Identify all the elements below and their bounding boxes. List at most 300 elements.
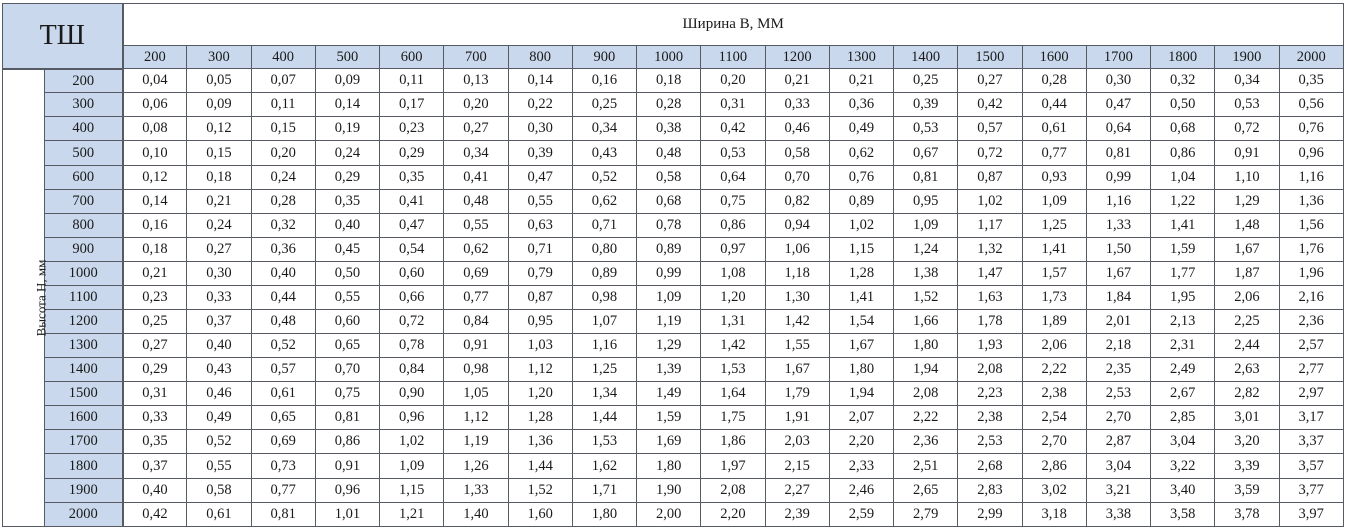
value-cell: 1,17 [958, 213, 1022, 237]
value-cell: 0,48 [637, 141, 701, 165]
value-cell: 0,06 [123, 93, 187, 117]
value-cell: 1,80 [572, 502, 636, 526]
value-cell: 0,64 [1086, 117, 1150, 141]
value-cell: 1,50 [1086, 237, 1150, 261]
value-cell: 0,31 [701, 93, 765, 117]
width-header-cell: 1800 [1151, 46, 1215, 69]
value-cell: 1,76 [1279, 237, 1343, 261]
value-cell: 0,17 [380, 93, 444, 117]
value-cell: 0,53 [1215, 93, 1279, 117]
table-row [3, 213, 1344, 237]
value-cell: 2,25 [1215, 310, 1279, 334]
value-cell: 1,54 [829, 310, 893, 334]
value-cell: 0,34 [1215, 69, 1279, 93]
value-cell: 0,11 [251, 93, 315, 117]
value-cell: 2,46 [829, 478, 893, 502]
value-cell: 0,40 [123, 478, 187, 502]
value-cell: 0,65 [251, 406, 315, 430]
value-cell: 0,69 [444, 261, 508, 285]
value-cell: 0,70 [315, 358, 379, 382]
value-cell: 1,56 [1279, 213, 1343, 237]
value-cell: 3,38 [1086, 502, 1150, 526]
value-cell: 0,12 [187, 117, 251, 141]
value-cell: 0,29 [380, 141, 444, 165]
value-cell: 0,87 [508, 285, 572, 309]
value-cell: 1,59 [1151, 237, 1215, 261]
width-header-cell: 2000 [1279, 46, 1343, 69]
value-cell: 2,44 [1215, 334, 1279, 358]
value-cell: 0,62 [444, 237, 508, 261]
value-cell: 0,95 [894, 189, 958, 213]
width-header-cell: 1500 [958, 46, 1022, 69]
table-row [3, 69, 1344, 93]
value-cell: 1,02 [380, 430, 444, 454]
value-cell: 0,95 [508, 310, 572, 334]
value-cell: 1,33 [1086, 213, 1150, 237]
value-cell: 1,30 [765, 285, 829, 309]
value-cell: 1,25 [572, 358, 636, 382]
value-cell: 2,00 [637, 502, 701, 526]
value-cell: 0,42 [701, 117, 765, 141]
value-cell: 2,53 [958, 430, 1022, 454]
value-cell: 1,12 [508, 358, 572, 382]
value-cell: 3,37 [1279, 430, 1343, 454]
value-cell: 0,52 [187, 430, 251, 454]
value-cell: 1,64 [701, 382, 765, 406]
value-cell: 2,99 [958, 502, 1022, 526]
value-cell: 0,60 [315, 310, 379, 334]
value-cell: 0,89 [829, 189, 893, 213]
table-row [3, 285, 1344, 309]
value-cell: 0,29 [315, 165, 379, 189]
height-axis-caption: Высота Н, мм [33, 259, 49, 337]
width-header-cell: 600 [380, 46, 444, 69]
value-cell: 1,19 [444, 430, 508, 454]
value-cell: 1,34 [572, 382, 636, 406]
value-cell: 1,25 [1022, 213, 1086, 237]
value-cell: 2,51 [894, 454, 958, 478]
value-cell: 0,46 [187, 382, 251, 406]
table-row [3, 310, 1344, 334]
value-cell: 2,08 [958, 358, 1022, 382]
width-header-cell: 500 [315, 46, 379, 69]
value-cell: 1,96 [1279, 261, 1343, 285]
table-row [3, 237, 1344, 261]
value-cell: 2,85 [1151, 406, 1215, 430]
value-cell: 1,66 [894, 310, 958, 334]
value-cell: 3,02 [1022, 478, 1086, 502]
value-cell: 0,45 [315, 237, 379, 261]
width-header-cell: 800 [508, 46, 572, 69]
value-cell: 0,86 [701, 213, 765, 237]
value-cell: 0,97 [701, 237, 765, 261]
value-cell: 0,34 [444, 141, 508, 165]
height-header-cell: 200 [45, 69, 123, 93]
value-cell: 0,84 [444, 310, 508, 334]
table-row [3, 406, 1344, 430]
value-cell: 0,44 [1022, 93, 1086, 117]
value-cell: 1,10 [1215, 165, 1279, 189]
value-cell: 1,42 [701, 334, 765, 358]
value-cell: 2,36 [1279, 310, 1343, 334]
value-cell: 0,35 [315, 189, 379, 213]
value-cell: 0,30 [1086, 69, 1150, 93]
height-header-cell: 1000 [45, 261, 123, 285]
value-cell: 0,05 [187, 69, 251, 93]
value-cell: 0,62 [829, 141, 893, 165]
value-cell: 2,16 [1279, 285, 1343, 309]
value-cell: 1,21 [380, 502, 444, 526]
value-cell: 0,62 [572, 189, 636, 213]
value-cell: 1,16 [572, 334, 636, 358]
value-cell: 3,21 [1086, 478, 1150, 502]
value-cell: 0,70 [765, 165, 829, 189]
value-cell: 3,57 [1279, 454, 1343, 478]
value-cell: 1,44 [508, 454, 572, 478]
value-cell: 1,05 [444, 382, 508, 406]
value-cell: 0,91 [315, 454, 379, 478]
value-cell: 3,04 [1151, 430, 1215, 454]
value-cell: 3,39 [1215, 454, 1279, 478]
value-cell: 1,80 [894, 334, 958, 358]
value-cell: 2,70 [1022, 430, 1086, 454]
value-cell: 1,09 [894, 213, 958, 237]
value-cell: 2,67 [1151, 382, 1215, 406]
value-cell: 0,40 [315, 213, 379, 237]
value-cell: 0,47 [1086, 93, 1150, 117]
value-cell: 1,09 [1022, 189, 1086, 213]
value-cell: 1,28 [508, 406, 572, 430]
width-header-cell: 1700 [1086, 46, 1150, 69]
value-cell: 0,37 [187, 310, 251, 334]
value-cell: 0,16 [123, 213, 187, 237]
value-cell: 0,28 [251, 189, 315, 213]
value-cell: 1,02 [958, 189, 1022, 213]
value-cell: 0,40 [251, 261, 315, 285]
value-cell: 2,08 [701, 478, 765, 502]
value-cell: 0,75 [315, 382, 379, 406]
value-cell: 1,04 [1151, 165, 1215, 189]
value-cell: 0,27 [958, 69, 1022, 93]
value-cell: 2,13 [1151, 310, 1215, 334]
value-cell: 0,54 [380, 237, 444, 261]
value-cell: 0,33 [187, 285, 251, 309]
value-cell: 0,33 [123, 406, 187, 430]
width-header-cell: 700 [444, 46, 508, 69]
value-cell: 1,52 [508, 478, 572, 502]
value-cell: 0,66 [380, 285, 444, 309]
value-cell: 0,57 [251, 358, 315, 382]
value-cell: 0,21 [123, 261, 187, 285]
width-header-cell: 300 [187, 46, 251, 69]
value-cell: 0,21 [829, 69, 893, 93]
value-cell: 3,20 [1215, 430, 1279, 454]
value-cell: 1,32 [958, 237, 1022, 261]
value-cell: 3,22 [1151, 454, 1215, 478]
value-cell: 0,49 [187, 406, 251, 430]
value-cell: 1,15 [829, 237, 893, 261]
header-row-caption [3, 4, 1344, 46]
value-cell: 0,09 [315, 69, 379, 93]
value-cell: 0,68 [1151, 117, 1215, 141]
value-cell: 2,06 [1215, 285, 1279, 309]
table-row [3, 261, 1344, 285]
width-header-cell: 1600 [1022, 46, 1086, 69]
value-cell: 0,47 [380, 213, 444, 237]
value-cell: 1,20 [701, 285, 765, 309]
table-row [3, 189, 1344, 213]
width-header-cell: 1000 [637, 46, 701, 69]
value-cell: 1,36 [508, 430, 572, 454]
value-cell: 0,87 [958, 165, 1022, 189]
value-cell: 2,20 [701, 502, 765, 526]
corner-label: ТШ [3, 4, 123, 69]
value-cell: 0,25 [894, 69, 958, 93]
value-cell: 0,63 [508, 213, 572, 237]
value-cell: 0,18 [123, 237, 187, 261]
value-cell: 1,29 [637, 334, 701, 358]
value-cell: 0,18 [637, 69, 701, 93]
value-cell: 0,28 [637, 93, 701, 117]
value-cell: 1,40 [444, 502, 508, 526]
height-header-cell: 2000 [45, 502, 123, 526]
value-cell: 1,16 [1086, 189, 1150, 213]
value-cell: 1,39 [637, 358, 701, 382]
value-cell: 2,87 [1086, 430, 1150, 454]
value-cell: 2,82 [1215, 382, 1279, 406]
value-cell: 1,53 [701, 358, 765, 382]
value-cell: 1,79 [765, 382, 829, 406]
value-cell: 1,07 [572, 310, 636, 334]
value-cell: 0,14 [123, 189, 187, 213]
table-row [3, 382, 1344, 406]
value-cell: 0,78 [637, 213, 701, 237]
value-cell: 0,57 [958, 117, 1022, 141]
value-cell: 1,52 [894, 285, 958, 309]
value-cell: 0,99 [637, 261, 701, 285]
value-cell: 0,11 [380, 69, 444, 93]
height-header-cell: 1500 [45, 382, 123, 406]
value-cell: 0,21 [187, 189, 251, 213]
value-cell: 0,91 [444, 334, 508, 358]
value-cell: 2,63 [1215, 358, 1279, 382]
value-cell: 3,04 [1086, 454, 1150, 478]
value-cell: 0,36 [251, 237, 315, 261]
value-cell: 1,48 [1215, 213, 1279, 237]
value-cell: 2,54 [1022, 406, 1086, 430]
value-cell: 3,59 [1215, 478, 1279, 502]
value-cell: 0,31 [123, 382, 187, 406]
table-row [3, 165, 1344, 189]
value-cell: 0,78 [380, 334, 444, 358]
value-cell: 0,99 [1086, 165, 1150, 189]
value-cell: 1,42 [765, 310, 829, 334]
value-cell: 1,67 [829, 334, 893, 358]
value-cell: 1,62 [572, 454, 636, 478]
value-cell: 0,16 [572, 69, 636, 93]
value-cell: 0,30 [187, 261, 251, 285]
width-header-cell: 1400 [894, 46, 958, 69]
value-cell: 0,68 [637, 189, 701, 213]
value-cell: 1,87 [1215, 261, 1279, 285]
value-cell: 0,72 [380, 310, 444, 334]
value-cell: 1,22 [1151, 189, 1215, 213]
value-cell: 0,47 [508, 165, 572, 189]
value-cell: 0,44 [251, 285, 315, 309]
value-cell: 0,34 [572, 117, 636, 141]
value-cell: 0,48 [444, 189, 508, 213]
value-cell: 1,55 [765, 334, 829, 358]
value-cell: 0,46 [765, 117, 829, 141]
height-header-cell: 1900 [45, 478, 123, 502]
value-cell: 2,08 [894, 382, 958, 406]
value-cell: 0,76 [1279, 117, 1343, 141]
value-cell: 0,61 [1022, 117, 1086, 141]
value-cell: 1,53 [572, 430, 636, 454]
value-cell: 0,07 [251, 69, 315, 93]
value-cell: 0,33 [765, 93, 829, 117]
width-header-cell: 1200 [765, 46, 829, 69]
value-cell: 1,36 [1279, 189, 1343, 213]
value-cell: 1,03 [508, 334, 572, 358]
table-row [3, 93, 1344, 117]
value-cell: 2,03 [765, 430, 829, 454]
value-cell: 0,75 [701, 189, 765, 213]
value-cell: 0,42 [123, 502, 187, 526]
value-cell: 1,06 [765, 237, 829, 261]
value-cell: 1,02 [829, 213, 893, 237]
value-cell: 1,41 [1022, 237, 1086, 261]
height-header-cell: 1600 [45, 406, 123, 430]
value-cell: 1,78 [958, 310, 1022, 334]
value-cell: 1,15 [380, 478, 444, 502]
value-cell: 0,42 [958, 93, 1022, 117]
value-cell: 1,08 [701, 261, 765, 285]
value-cell: 1,77 [1151, 261, 1215, 285]
value-cell: 0,58 [765, 141, 829, 165]
value-cell: 2,57 [1279, 334, 1343, 358]
value-cell: 1,95 [1151, 285, 1215, 309]
value-cell: 3,18 [1022, 502, 1086, 526]
value-cell: 0,50 [315, 261, 379, 285]
value-cell: 2,33 [829, 454, 893, 478]
value-cell: 2,22 [1022, 358, 1086, 382]
table-row [3, 141, 1344, 165]
value-cell: 0,55 [187, 454, 251, 478]
value-cell: 1,41 [829, 285, 893, 309]
value-cell: 0,32 [1151, 69, 1215, 93]
value-cell: 1,44 [572, 406, 636, 430]
value-cell: 0,89 [572, 261, 636, 285]
value-cell: 1,71 [572, 478, 636, 502]
value-cell: 0,72 [1215, 117, 1279, 141]
height-header-cell: 1200 [45, 310, 123, 334]
table-row [3, 358, 1344, 382]
value-cell: 2,53 [1086, 382, 1150, 406]
value-cell: 1,94 [829, 382, 893, 406]
value-cell: 1,16 [1279, 165, 1343, 189]
value-cell: 2,68 [958, 454, 1022, 478]
value-cell: 1,60 [508, 502, 572, 526]
value-cell: 2,77 [1279, 358, 1343, 382]
value-cell: 0,49 [829, 117, 893, 141]
height-header-cell: 500 [45, 141, 123, 165]
value-cell: 2,23 [958, 382, 1022, 406]
value-cell: 2,65 [894, 478, 958, 502]
value-cell: 0,23 [123, 285, 187, 309]
value-cell: 0,89 [637, 237, 701, 261]
value-cell: 0,35 [1279, 69, 1343, 93]
value-cell: 1,80 [637, 454, 701, 478]
value-cell: 0,65 [315, 334, 379, 358]
value-cell: 2,15 [765, 454, 829, 478]
value-cell: 0,55 [444, 213, 508, 237]
value-cell: 1,80 [829, 358, 893, 382]
value-cell: 1,73 [1022, 285, 1086, 309]
height-header-cell: 1700 [45, 430, 123, 454]
value-cell: 0,25 [123, 310, 187, 334]
value-cell: 1,57 [1022, 261, 1086, 285]
value-cell: 0,30 [508, 117, 572, 141]
value-cell: 2,07 [829, 406, 893, 430]
table-row [3, 117, 1344, 141]
value-cell: 2,70 [1086, 406, 1150, 430]
height-header-cell: 900 [45, 237, 123, 261]
value-cell: 1,18 [765, 261, 829, 285]
value-cell: 2,59 [829, 502, 893, 526]
value-cell: 1,01 [315, 502, 379, 526]
value-cell: 0,77 [251, 478, 315, 502]
value-cell: 1,20 [508, 382, 572, 406]
value-cell: 0,50 [1151, 93, 1215, 117]
value-cell: 3,01 [1215, 406, 1279, 430]
value-cell: 0,36 [829, 93, 893, 117]
value-cell: 0,96 [1279, 141, 1343, 165]
height-header-cell: 1400 [45, 358, 123, 382]
value-cell: 2,01 [1086, 310, 1150, 334]
value-cell: 1,29 [1215, 189, 1279, 213]
value-cell: 0,40 [187, 334, 251, 358]
value-cell: 0,52 [251, 334, 315, 358]
value-cell: 0,13 [444, 69, 508, 93]
value-cell: 0,58 [637, 165, 701, 189]
value-cell: 1,86 [701, 430, 765, 454]
width-header-cell: 900 [572, 46, 636, 69]
value-cell: 1,47 [958, 261, 1022, 285]
value-cell: 0,81 [1086, 141, 1150, 165]
value-cell: 1,93 [958, 334, 1022, 358]
value-cell: 2,20 [829, 430, 893, 454]
value-cell: 0,61 [251, 382, 315, 406]
value-cell: 1,67 [1086, 261, 1150, 285]
value-cell: 0,38 [637, 117, 701, 141]
value-cell: 0,41 [380, 189, 444, 213]
value-cell: 2,86 [1022, 454, 1086, 478]
value-cell: 3,77 [1279, 478, 1343, 502]
table-row [3, 502, 1344, 526]
value-cell: 2,49 [1151, 358, 1215, 382]
height-header-cell: 700 [45, 189, 123, 213]
value-cell: 1,63 [958, 285, 1022, 309]
width-axis-caption: Ширина В, ММ [123, 4, 1344, 46]
value-cell: 0,96 [315, 478, 379, 502]
value-cell: 0,56 [1279, 93, 1343, 117]
value-cell: 2,36 [894, 430, 958, 454]
value-cell: 0,39 [508, 141, 572, 165]
value-cell: 0,18 [187, 165, 251, 189]
value-cell: 0,41 [444, 165, 508, 189]
value-cell: 0,15 [187, 141, 251, 165]
